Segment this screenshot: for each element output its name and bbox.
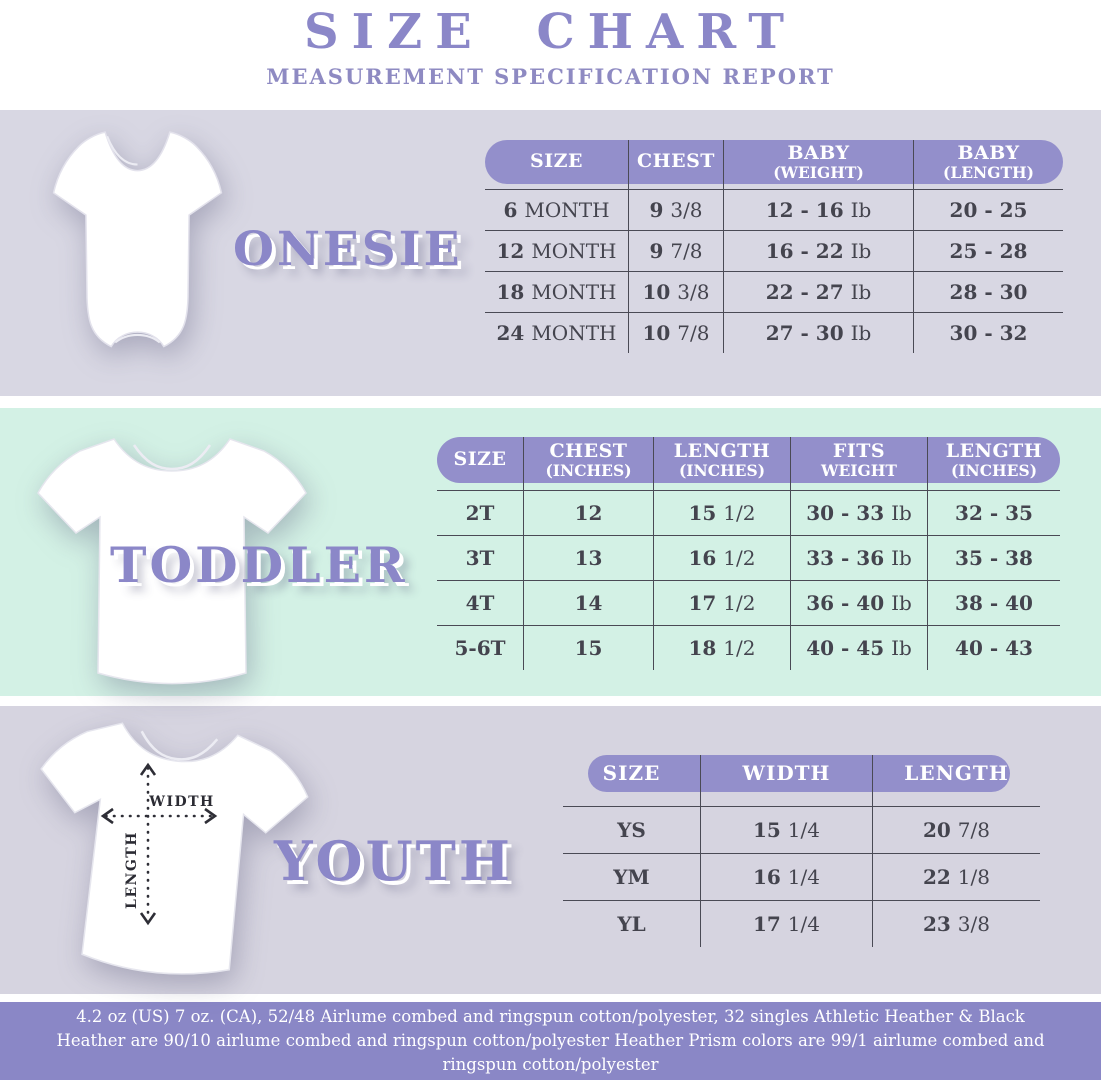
youth-size-table [563,755,1040,947]
column-header-size: SIZE [453,448,507,471]
column-header-length: LENGTH [872,755,1040,806]
page-title: SIZE CHART [303,4,797,60]
table-cell: 20 - 25 [913,189,1063,230]
table-cell: 5-6T [437,625,523,670]
length-arrow-label: LENGTH [124,831,140,909]
table-cell: 22 1/8 [872,853,1040,900]
table-cell: 30 - 33 Ib [790,490,927,535]
table-cell: 15 1/2 [653,490,790,535]
table-cell: 22 - 27 Ib [723,271,913,312]
column-header-chest: CHEST [628,140,723,189]
table-cell: 18 MONTH [485,271,628,312]
column-header-baby: BABY (LENGTH) [913,140,1063,189]
table-cell: YL [563,900,700,947]
table-cell: 16 1/2 [653,535,790,580]
table-cell: 25 - 28 [913,230,1063,271]
table-cell: 15 [523,625,653,670]
fabric-description: 4.2 oz (US) 7 oz. (CA), 52/48 Airlume combed and ringspun cotton/polyester, 32 singles Athletic Heather & Black Heather are 90/10 airlume combed and ringspun cotton/polyester Heather Prism colors are 99/1 airlume combed and ringspun cotton/polyester [56,1007,1045,1074]
table-cell: 9 3/8 [628,189,723,230]
table-cell: 14 [523,580,653,625]
table-cell: 24 MONTH [485,312,628,353]
table-cell: 35 - 38 [927,535,1060,580]
table-cell: 12 [523,490,653,535]
width-arrow-label: WIDTH [149,794,215,810]
onesie-size-table [485,140,1063,353]
table-cell: 20 7/8 [872,806,1040,853]
page-subtitle: MEASUREMENT SPECIFICATION REPORT [266,64,835,89]
baby-onesie-image [30,118,245,386]
column-header-length: LENGTH (INCHES) [927,437,1060,490]
table-cell: 16 1/4 [700,853,872,900]
header-section [0,0,1101,110]
table-cell: 12 - 16 Ib [723,189,913,230]
toddler-size-table [437,437,1060,670]
footer-section [0,1002,1101,1080]
table-cell: 4T [437,580,523,625]
table-cell: 28 - 30 [913,271,1063,312]
table-cell: 10 3/8 [628,271,723,312]
column-header-baby: BABY (WEIGHT) [723,140,913,189]
column-header-chest: CHEST (INCHES) [523,437,653,490]
table-cell: 12 MONTH [485,230,628,271]
table-cell: 33 - 36 Ib [790,535,927,580]
column-header-fits: FITS WEIGHT [790,437,927,490]
table-cell: 38 - 40 [927,580,1060,625]
table-cell: 23 3/8 [872,900,1040,947]
table-cell: 3T [437,535,523,580]
table-cell: 18 1/2 [653,625,790,670]
table-cell: 27 - 30 Ib [723,312,913,353]
table-cell: 13 [523,535,653,580]
column-header-width: WIDTH [700,755,872,806]
column-header-length: LENGTH (INCHES) [653,437,790,490]
onesie-title: ONESIE [233,222,463,277]
column-header-size: SIZE [602,761,661,785]
table-cell: 17 1/4 [700,900,872,947]
column-header-size: SIZE [530,150,583,173]
table-cell: 36 - 40 Ib [790,580,927,625]
table-cell: 15 1/4 [700,806,872,853]
table-cell: YM [563,853,700,900]
table-cell: 17 1/2 [653,580,790,625]
table-cell: 2T [437,490,523,535]
toddler-title: TODDLER [110,536,408,594]
table-cell: 32 - 35 [927,490,1060,535]
youth-title: YOUTH [274,829,513,893]
table-cell: 16 - 22 Ib [723,230,913,271]
table-cell: 9 7/8 [628,230,723,271]
table-cell: 6 MONTH [485,189,628,230]
table-cell: 30 - 32 [913,312,1063,353]
table-cell: YS [563,806,700,853]
table-cell: 40 - 43 [927,625,1060,670]
table-cell: 40 - 45 Ib [790,625,927,670]
table-cell: 10 7/8 [628,312,723,353]
